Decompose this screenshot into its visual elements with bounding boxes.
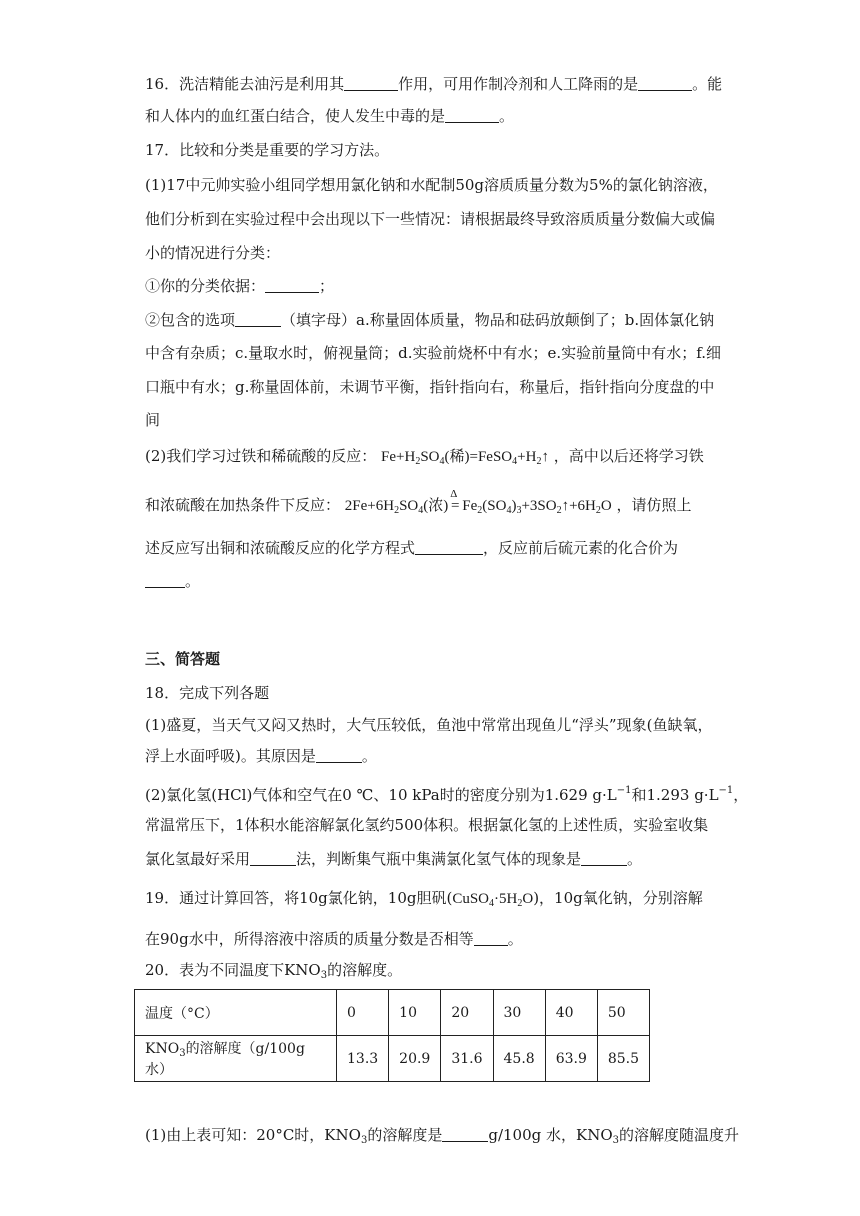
- table-row: [135, 990, 650, 1036]
- eq-subscript: 2: [394, 505, 400, 516]
- table-cell: 63.9: [545, 1036, 597, 1082]
- q19-line-1: [145, 888, 703, 908]
- q17-basis-line: [145, 276, 334, 296]
- table-row: [135, 1036, 650, 1082]
- q17-p1-line-2: 他们分析到在实验过程中会出现以下一些情况：请根据最终导致溶质质量分数偏大或偏: [145, 210, 716, 228]
- q17-title: 17．比较和分类是重要的学习方法。: [145, 141, 390, 159]
- eq-subscript: 4: [512, 456, 518, 467]
- q19-text: 在90g水中，所得溶液中溶质的质量分数是否相等: [145, 930, 474, 948]
- table-cell: 40: [545, 990, 597, 1036]
- q20-title: [145, 960, 402, 980]
- q18-text: 法，判断集气瓶中集满氯化氢气体的现象是: [296, 850, 582, 868]
- section-heading: 三、简答题: [145, 650, 221, 668]
- eq-subscript: 3: [612, 1135, 620, 1146]
- q17-text: 。: [185, 572, 201, 590]
- q17-text: ②包含的选项: [145, 311, 236, 329]
- q17-text: 述反应写出铜和浓硫酸反应的化学方程式: [145, 539, 416, 557]
- q18-p2-line-2: 常温常压下，1体积水能溶解氯化氢约500体积。根据氯化氢的上述性质，实验室收集: [145, 816, 709, 834]
- eq-subscript: 4: [506, 505, 512, 516]
- q18-text: 。: [361, 747, 377, 765]
- eq-part: ↑+6H: [561, 498, 596, 514]
- q18-text: (2)氯化氢(HCl)气体和空气在0 ℃、10 kPa时的密度分别为1.629 g·L: [145, 786, 617, 804]
- eq-subscript: 4: [418, 505, 424, 516]
- q16-text: 作用，可用作制冷剂和人工降雨的是: [398, 75, 639, 93]
- eq-subscript: 3: [179, 1048, 186, 1059]
- q18-p2-line-3: [145, 849, 642, 869]
- q16-text: 。能: [692, 75, 723, 93]
- q20-text: 的溶解度随温度升: [619, 1126, 740, 1144]
- eq-subscript: 3: [516, 505, 522, 516]
- eq-part: O: [522, 891, 534, 907]
- q16-line-1: [145, 74, 722, 94]
- eq-subscript: 2: [517, 898, 523, 909]
- up-arrow: ↑: [541, 449, 549, 465]
- eq-subscript: 2: [536, 456, 542, 467]
- answer-blank[interactable]: [474, 930, 508, 946]
- q17-text: ，反应前后硫元素的化合价为: [483, 539, 679, 557]
- q17-p1-line-3: 小的情况进行分类：: [145, 244, 281, 262]
- eq-part: ): [511, 498, 517, 514]
- heat-equals-sign: Δ =: [448, 496, 462, 516]
- answer-blank[interactable]: [638, 75, 692, 91]
- q18-p2-line-1: [145, 781, 749, 804]
- q17-p2-line-1: [145, 446, 704, 466]
- eq-part: (浓): [423, 498, 449, 514]
- q20-text: 的溶解度是: [367, 1126, 443, 1144]
- q17-text: 和浓硫酸在加热条件下反应：: [145, 496, 341, 514]
- eq-part: Fe: [462, 498, 478, 514]
- answer-blank[interactable]: [581, 850, 627, 866]
- eq-part: (稀)=FeSO: [444, 449, 513, 465]
- eq-part: Fe+H: [381, 449, 416, 465]
- q17-options-line-4: 间: [145, 411, 161, 429]
- q16-text: 。: [499, 107, 515, 125]
- q17-options-line-2: 中含有杂质；c.量取水时，俯视量筒；d.实验前烧杯中有水；e.实验前量筒中有水；f.细: [145, 344, 721, 362]
- eq-subscript: 4: [489, 898, 495, 909]
- q16-text: 16．洗洁精能去油污是利用其: [145, 75, 345, 93]
- q18-text: ，: [733, 786, 749, 804]
- q19-line-2: [145, 929, 523, 949]
- answer-blank[interactable]: [344, 75, 398, 91]
- eq-subscript: 3: [320, 970, 328, 981]
- table-header-cell: [135, 1036, 337, 1082]
- delta-symbol: Δ: [450, 488, 458, 500]
- q20-text: g/100g 水，KNO: [488, 1126, 613, 1144]
- table-cell: 0: [337, 990, 389, 1036]
- table-cell: 13.3: [337, 1036, 389, 1082]
- eq-subscript: 2: [415, 456, 421, 467]
- table-header-cell: 温度（°C）: [135, 990, 337, 1036]
- q17-text: ；: [319, 277, 335, 295]
- superscript: −1: [616, 785, 632, 796]
- eq-subscript: 2: [477, 505, 483, 516]
- answer-blank[interactable]: [235, 311, 281, 327]
- eq-part: SO: [399, 498, 419, 514]
- eq-part: 2Fe+6H: [344, 498, 395, 514]
- eq-subscript: 2: [556, 505, 562, 516]
- formula-blue-vitriol: [452, 891, 533, 907]
- table-cell: 10: [389, 990, 441, 1036]
- q17-options-line-1: [145, 310, 714, 330]
- q17-text: (2)我们学习过铁和稀硫酸的反应：: [145, 447, 377, 465]
- eq-part: ·5H: [494, 891, 518, 907]
- q18-title: 18．完成下列各题: [145, 684, 270, 702]
- q18-text: 浮上水面呼吸)。其原因是: [145, 747, 316, 765]
- q18-p1-line-2: [145, 746, 377, 766]
- q19-text: 19．通过计算回答，将10g氯化钠，10g胆矾(: [145, 889, 453, 907]
- table-cell: 85.5: [597, 1036, 649, 1082]
- q20-p1-line-1: [145, 1125, 739, 1145]
- q18-text: 和1.293 g·L: [631, 786, 719, 804]
- superscript: −1: [718, 785, 734, 796]
- q17-text: ，高中以后还将学习铁: [553, 447, 704, 465]
- eq-subscript: 2: [595, 505, 601, 516]
- table-cell: 50: [597, 990, 649, 1036]
- q18-p1-line-1: (1)盛夏，当天气又闷又热时，大气压较低，鱼池中常常出现鱼儿“浮头”现象(鱼缺氧，: [145, 716, 713, 734]
- table-cell: 30: [493, 990, 545, 1036]
- q17-p2-line-2: [145, 488, 692, 516]
- q16-line-2: [145, 106, 514, 126]
- table-cell: 20: [441, 990, 493, 1036]
- eq-part: +3SO: [521, 498, 557, 514]
- q20-text: (1)由上表可知：20°C时，KNO: [145, 1126, 361, 1144]
- q16-text: 和人体内的血红蛋白结合，使人发生中毒的是: [145, 107, 446, 125]
- eq-part: CuSO: [452, 891, 490, 907]
- answer-blank[interactable]: [442, 1126, 488, 1142]
- q18-text: 。: [627, 850, 643, 868]
- q17-text: ①你的分类依据：: [145, 277, 266, 295]
- eq-subscript: 3: [360, 1135, 368, 1146]
- q17-p2-line-3: [145, 538, 678, 558]
- q18-text: 氯化氢最好采用: [145, 850, 251, 868]
- eq-part: +H: [517, 449, 537, 465]
- eq-part: SO: [420, 449, 440, 465]
- cell-text: 的溶解度（g/100g 水）: [145, 1041, 305, 1078]
- answer-blank[interactable]: [250, 850, 296, 866]
- table-cell: 31.6: [441, 1036, 493, 1082]
- answer-blank[interactable]: [145, 572, 185, 588]
- q17-text: （填字母）a.称量固体质量，物品和砝码放颠倒了；b.固体氯化钠: [281, 311, 715, 329]
- equation-iron-dilute-acid: [381, 449, 549, 465]
- cell-text: KNO: [145, 1041, 180, 1057]
- table-cell: 20.9: [389, 1036, 441, 1082]
- q20-text: 的溶解度。: [327, 961, 403, 979]
- answer-blank[interactable]: [415, 539, 483, 555]
- answer-blank[interactable]: [445, 107, 499, 123]
- q17-options-line-3: 口瓶中有水；g.称量固体前，未调节平衡，指针指向右，称量后，指针指向分度盘的中: [145, 378, 715, 396]
- answer-blank[interactable]: [265, 277, 319, 293]
- eq-subscript: 4: [439, 456, 445, 467]
- q19-text: 。: [507, 930, 523, 948]
- equation-iron-conc-acid: [344, 488, 612, 516]
- q17-text: ，请仿照上: [616, 496, 692, 514]
- eq-part: O: [600, 498, 612, 514]
- solubility-table: [134, 989, 650, 1082]
- q17-p2-line-4: [145, 571, 200, 591]
- q20-text: 20．表为不同温度下KNO: [145, 961, 321, 979]
- eq-part: (SO: [482, 498, 507, 514]
- table-cell: 45.8: [493, 1036, 545, 1082]
- q19-text: )，10g氧化钠，分别溶解: [533, 889, 703, 907]
- answer-blank[interactable]: [316, 747, 362, 763]
- q17-p1-line-1: (1)17中元帅实验小组同学想用氯化钠和水配制50g溶质质量分数为5%的氯化钠溶液，: [145, 176, 718, 194]
